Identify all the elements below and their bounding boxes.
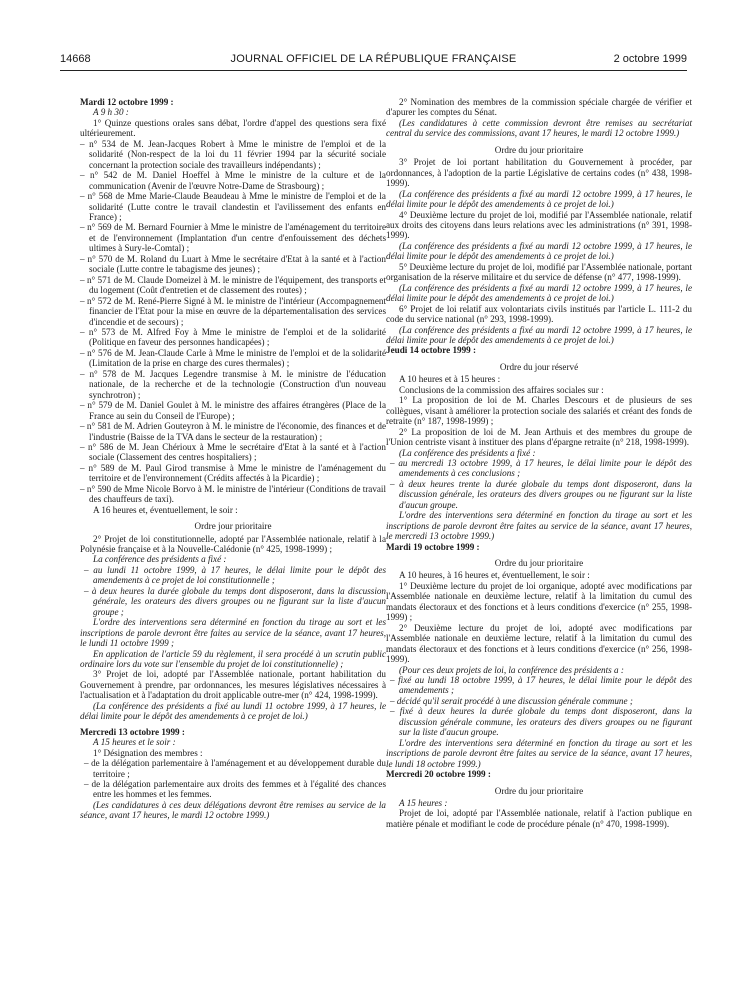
paragraph: Jeudi 14 octobre 1999 : [386,345,477,356]
paragraph: 1° Deuxième lecture du projet de loi organique, adopté avec modifications par l'Assemblée nationale en deuxième lecture, relatif à la limitation du cumul des mandats électoraux et des fonctions et à leurs conditions d'exercice (n° 255, 1998-1999) ; [386,580,692,623]
paragraph: Ordre du jour prioritaire [494,558,584,569]
paragraph: A 9 h 30 : [93,107,129,118]
paragraph: – n° 590 de Mme Nicole Borvo à M. le ministre de l'intérieur (Conditions de travail des chauffeurs de taxi). [80,483,386,505]
paragraph: – n° 573 de M. Alfred Foy à Mme le ministre de l'emploi et de la solidarité (Politique en faveur des personnes handicapées) ; [80,326,386,348]
issue-date: 2 octobre 1999 [613,53,687,65]
paragraph: A 10 heures et à 15 heures : [399,374,501,385]
paragraph: Mardi 12 octobre 1999 : [80,97,174,107]
paragraph: 2° Nomination des membres de la commission spéciale chargée de vérifier et d'apurer les comptes du Sénat. [386,97,692,118]
paragraph: Ordre du jour prioritaire [494,785,584,796]
paragraph: – n° 581 de M. Adrien Gouteyron à M. le ministre de l'économie, des finances et de l'industrie (Baisse de la TVA dans le secteur de la restauration) ; [80,421,386,442]
paragraph: 1° Quinze questions orales sans débat, l'ordre d'appel des questions sera fixé ultérieurement. [80,117,386,139]
paragraph: (La conférence des présidents a fixé au mardi 12 octobre 1999, à 17 heures, le délai limite pour le dépôt des amendements à ce projet de loi.) [386,282,692,304]
paragraph: – fixé au lundi 18 octobre 1999, à 17 heures, le délai limite pour le dépôt des amendements ; [390,675,692,696]
paragraph: 5° Deuxième lecture du projet de loi, modifié par l'Assemblée nationale, portant organisation de la réserve militaire et du service de défense (n° 477, 1998-1999). [386,261,692,283]
paragraph: Projet de loi, adopté par l'Assemblée nationale, relatif à l'action publique en matière pénale et modifiant le code de procédure pénale (n° 470, 1998-1999). [386,808,692,829]
paragraph: Ordre du jour réservé [499,361,579,372]
paragraph: – n° 578 de M. Jacques Legendre transmise à M. le ministre de l'éducation nationale, de la recherche et de la technologie (Construction d'un nouveau synchrotron) ; [80,368,386,400]
header-rule [60,70,687,71]
paragraph: – fixé à deux heures la durée globale du temps dont disposeront, dans la discussion générale commune, les orateurs des divers groupes ou ne figurant sur la liste d'aucun groupe. [390,706,692,738]
paragraph: (Les candidatures à cette commission devront être remises au secrétariat central du service des commissions, avant 17 heures, le mardi 12 octobre 1999.) [386,117,692,139]
right-column [386,97,692,829]
paragraph: 6° Projet de loi relatif aux volontariats civils institués par l'article L. 111-2 du code du service national (n° 293, 1998-1999). [386,303,692,325]
paragraph: Ordre jour prioritaire [194,521,272,532]
paragraph: A 16 heures et, éventuellement, le soir : [93,504,238,515]
paragraph: – au mercredi 13 octobre 1999, à 17 heures, le délai limite pour le dépôt des amendements à ces conclusions ; [390,457,692,479]
paragraph: Conclusions de la commission des affaires sociales sur : [399,384,604,395]
paragraph: L'ordre des interventions sera déterminé en fonction du tirage au sort et les inscriptions de parole devront être faites au service de la séance, avant 17 heures, le lundi 18 octobre 1999.) [386,737,692,769]
paragraph: 1° Désignation des membres : [93,747,203,758]
paragraph: – au lundi 11 octobre 1999, à 17 heures, le délai limite pour le dépôt des amendements à ce projet de loi constitutionnelle ; [84,564,386,586]
paragraph: – décidé qu'il serait procédé à une discussion générale commune ; [390,695,633,706]
paragraph: 2° Projet de loi constitutionnelle, adopté par l'Assemblée nationale, relatif à la Polynésie française et à la Nouvelle-Calédonie (n° 425, 1998-1999) ; [80,533,386,555]
paragraph: (La conférence des présidents a fixé au mardi 12 octobre 1999, à 17 heures, le délai limite pour le dépôt des amendements à ce projet de loi.) [386,240,692,262]
paragraph: – n° 572 de M. René-Pierre Signé à M. le ministre de l'intérieur (Accompagnement financier de l'Etat pour la mise en œuvre de la départementalisation des services d'incendie et de secours) ; [80,295,386,327]
paragraph: Mercredi 13 octobre 1999 : [80,726,185,737]
paragraph: – à deux heures la durée globale du temps dont disposeront, dans la discussion générale, les orateurs des divers groupes ou ne figurant sur la liste d'aucun groupe ; [84,585,386,617]
paragraph: – à deux heures trente la durée globale du temps dont disposeront, dans la discussion générale, les orateurs des divers groupes ou ne figurant sur la liste d'aucun groupe. [390,478,692,510]
paragraph: 1° La proposition de loi de M. Charles Descours et de plusieurs de ses collègues, visant à améliorer la protection sociale des salariés et créant des fonds de retraite (n° 187, 1998-1999) ; [386,395,692,427]
paragraph: 2° La proposition de loi de M. Jean Arthuis et des membres du groupe de l'Union centriste visant à instituer des plans d'épargne retraite (n° 218, 1998-1999). [386,426,692,448]
left-column [80,97,386,821]
paragraph: 2° Deuxième lecture du projet de loi, adopté avec modifications par l'Assemblée nationale en deuxième lecture, relatif à la limitation du cumul des mandats électoraux et des fonctions et à leurs conditions d'exercice (n° 256, 1998-1999). [386,622,692,665]
paragraph: – n° 579 de M. Daniel Goulet à M. le ministre des affaires étrangères (Place de la France au sein du Conseil de l'Europe) ; [80,400,386,421]
paragraph: Mardi 19 octobre 1999 : [386,541,480,552]
paragraph: La conférence des présidents a fixé : [93,554,227,565]
paragraph: – de la délégation parlementaire à l'aménagement et au développement durable du territoire ; [84,758,386,779]
paragraph: L'ordre des interventions sera déterminé en fonction du tirage au sort et les inscriptions de parole devront être faites au service de la séance, avant 17 heures, le lundi 11 octobre 1999 ; [80,617,386,649]
paragraph: A 15 heures : [399,798,448,808]
paragraph: (La conférence des présidents a fixé au lundi 11 octobre 1999, à 17 heures, le délai limite pour le dépôt des amendements à ce projet de loi.) [80,700,386,722]
paragraph: 3° Projet de loi, adopté par l'Assemblée nationale, portant habilitation du Gouvernement à prendre, par ordonnances, les mesures législatives nécessaires à l'actualisation et à l'adaptation du droit applicable outre-mer (n° 424, 1998-1999). [80,669,386,701]
page-header [60,53,687,67]
paragraph: – n° 570 de M. Roland du Luart à Mme le secrétaire d'Etat à la santé et à l'action sociale (Lutte contre le tabagisme des jeunes) ; [80,253,386,275]
paragraph: (La conférence des présidents a fixé au mardi 12 octobre 1999, à 17 heures, le délai limite pour le dépôt des amendements à ce projet de loi.) [386,188,692,210]
paragraph: En application de l'article 59 du règlement, il sera procédé à un scrutin public ordinaire lors du vote sur l'ensemble du projet de loi constitutionnelle) ; [80,648,386,670]
paragraph: (Pour ces deux projets de loi, la conférence des présidents a : [399,664,624,675]
paragraph: 3° Projet de loi portant habilitation du Gouvernement à procéder, par ordonnances, à l'adoption de la partie Législative de certains codes (n° 438, 1998-1999). [386,157,692,189]
paragraph: – n° 586 de M. Jean Chérioux à Mme le secrétaire d'Etat à la santé et à l'action sociale (Classement des centres hospitaliers) ; [80,441,386,463]
paragraph: – n° 534 de M. Jean-Jacques Robert à Mme le ministre de l'emploi et de la solidarité (Non-respect de la loi du 11 février 1994 par la sécurité sociale concernant la protection sociale des travailleurs indépendants) ; [80,138,386,170]
paragraph: 4° Deuxième lecture du projet de loi, modifié par l'Assemblée nationale, relatif aux droits des citoyens dans leurs relations avec les administrations (n° 391, 1998-1999). [386,209,692,241]
paragraph: Mercredi 20 octobre 1999 : [386,769,491,780]
paragraph: – n° 571 de M. Claude Domeizel à M. le ministre de l'équipement, des transports et du logement (Coût d'entretien et de classement des routes) ; [80,274,386,296]
paragraph: – n° 576 de M. Jean-Claude Carle à Mme le ministre de l'emploi et de la solidarité (Limitation de la prise en charge des cures thermales) ; [80,347,386,369]
paragraph: – n° 589 de M. Paul Girod transmise à Mme le ministre de l'aménagement du territoire et de l'environnement (Crédits affectés à la Picardie) ; [80,462,386,484]
paragraph: (La conférence des présidents a fixé : [399,447,536,458]
paragraph: – de la délégation parlementaire aux droits des femmes et à l'égalité des chances entre les hommes et les femmes. [84,779,386,800]
paragraph: Ordre du jour prioritaire [494,144,584,155]
paragraph: (La conférence des présidents a fixé au mardi 12 octobre 1999, à 17 heures, le délai limite pour le dépôt des amendements à ce projet de loi.) [386,324,692,345]
paragraph: L'ordre des interventions sera déterminé en fonction du tirage au sort et les inscriptions de parole devront être faites au service de la séance, avant 17 heures, le mercredi 13 octobre 1999.) [386,510,692,542]
paragraph: A 10 heures, à 16 heures et, éventuellement, le soir : [399,570,590,581]
journal-title: JOURNAL OFFICIEL DE LA RÉPUBLIQUE FRANÇAISE [230,53,517,65]
paragraph: – n° 569 de M. Bernard Fournier à Mme le ministre de l'aménagement du territoire et de l'environnement (Implantation d'un centre d'enfouissement des déchets ultimes à Sury-le-Comtal) ; [80,222,386,254]
paragraph: A 15 heures et le soir : [93,737,176,748]
page-number: 14668 [60,53,91,65]
paragraph: (Les candidatures à ces deux délégations devront être remises au service de la séance, avant 17 heures, le mardi 12 octobre 1999.) [80,799,386,821]
paragraph: – n° 542 de M. Daniel Hoeffel à Mme le ministre de la culture et de la communication (Avenir de l'œuvre Notre-Dame de Strasbourg) ; [80,170,386,191]
paragraph: – n° 568 de Mme Marie-Claude Beaudeau à Mme le ministre de l'emploi et de la solidarité (Lutte contre le travail clandestin et l'avilissement des enfants en France) ; [80,191,386,222]
